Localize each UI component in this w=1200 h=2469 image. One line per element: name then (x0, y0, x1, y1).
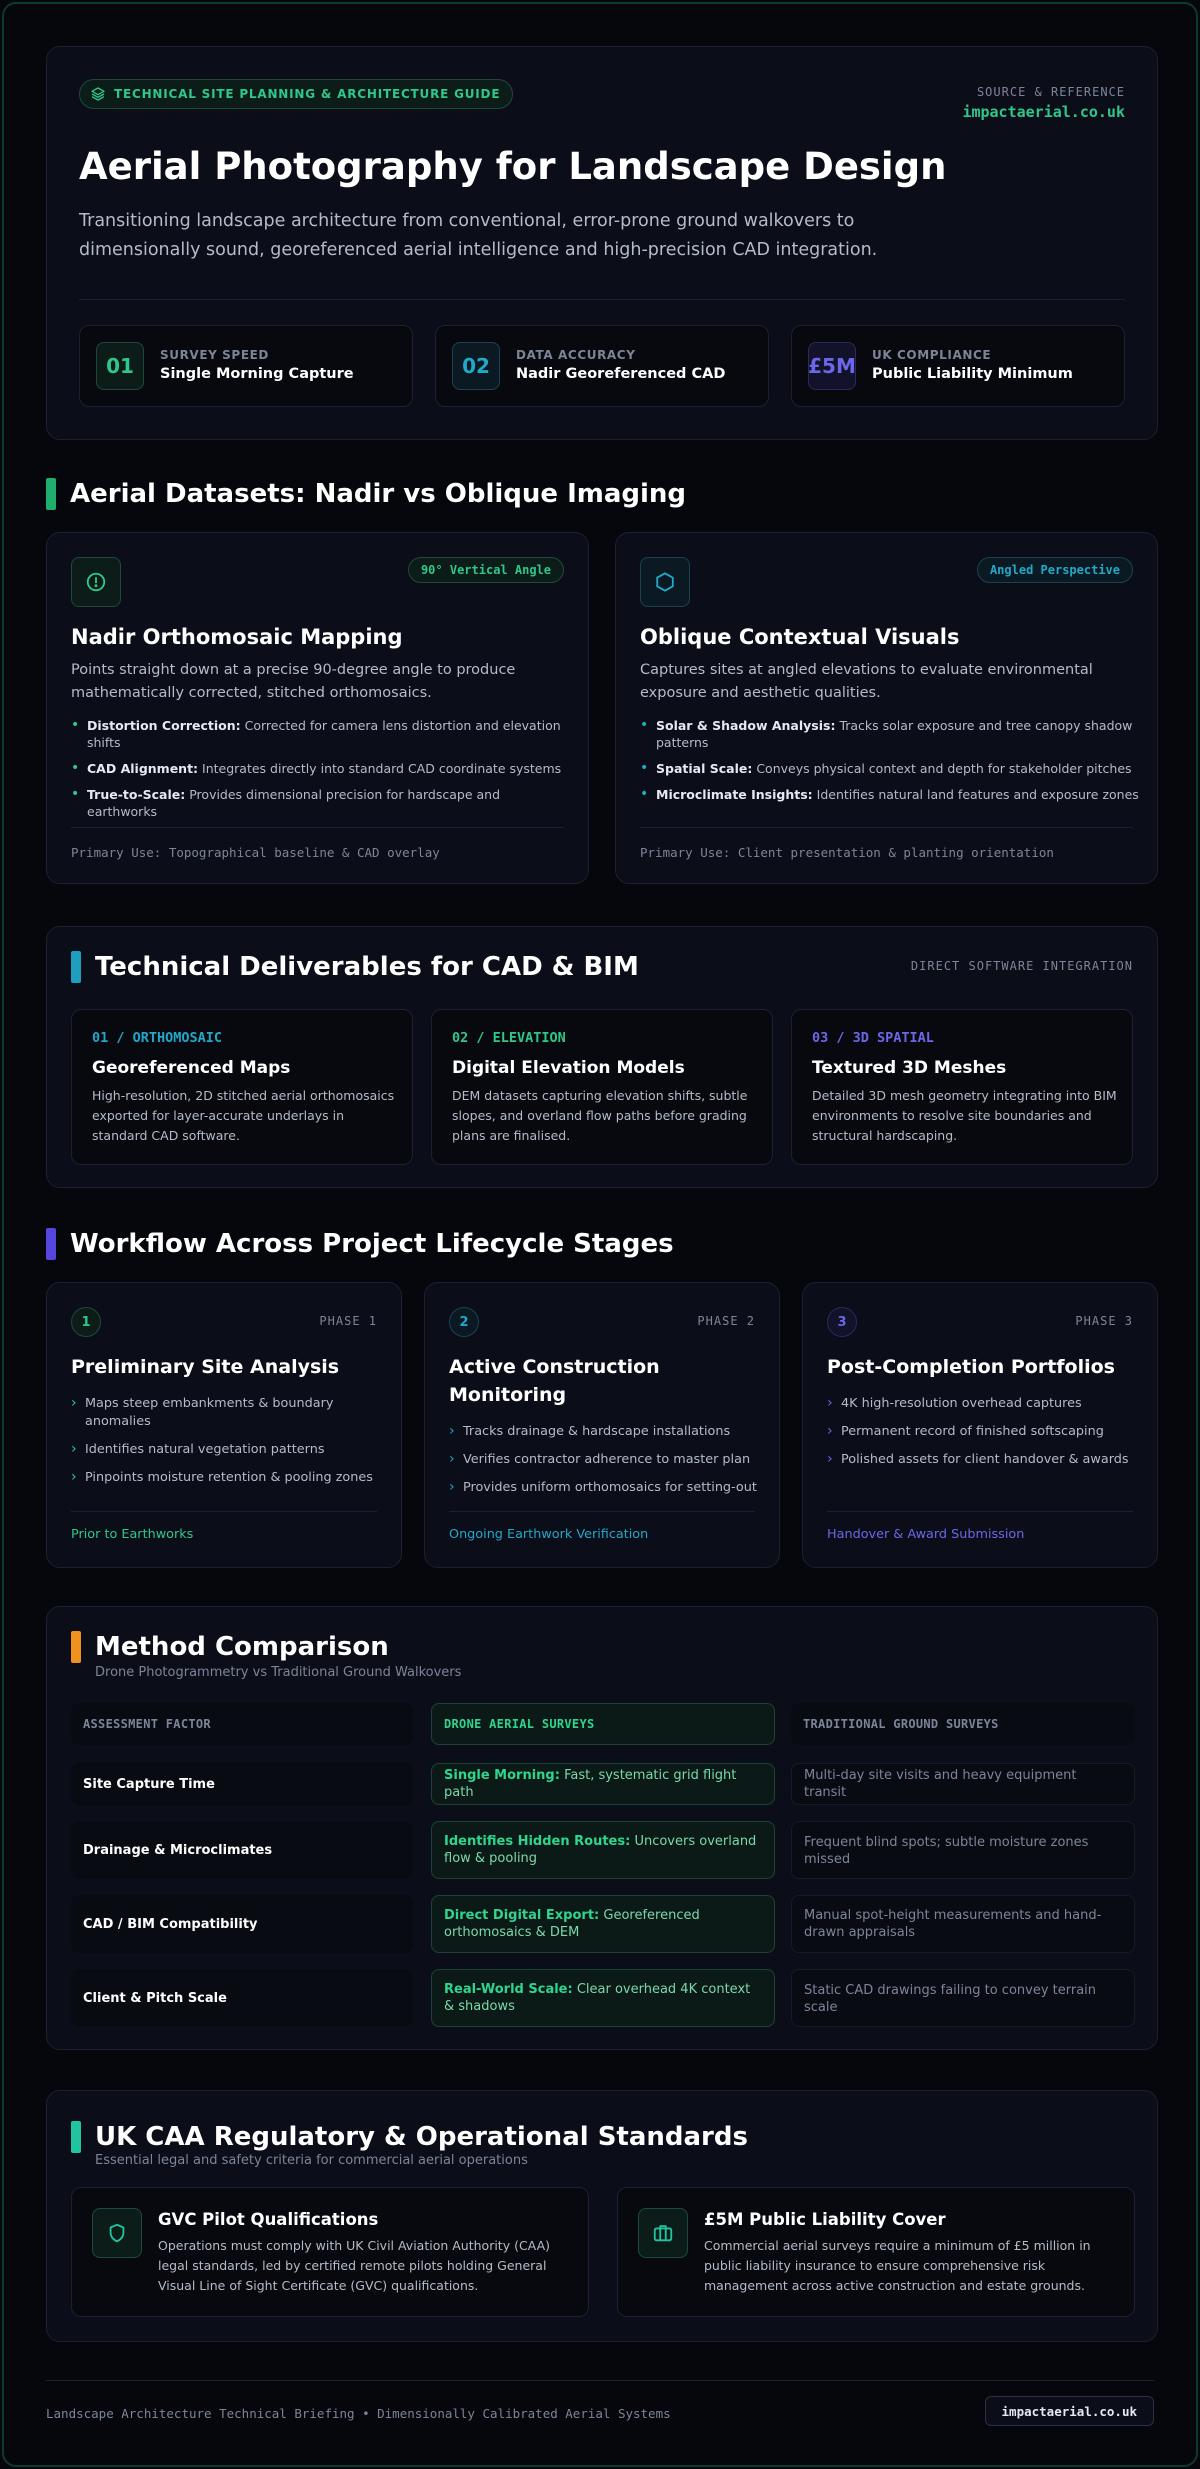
table-row-drone (431, 1969, 775, 2027)
phase-timing: Ongoing Earthwork Verification (449, 1527, 649, 1542)
page-subtitle: Transitioning landscape architecture from conventional, error-prone ground walkovers to dimensionally sound, georeferenced aerial intelligence and high-precision CAD integration. (79, 211, 878, 260)
list-item: › Polished assets for client handover & awards (827, 1451, 1137, 1469)
regulation-title: GVC Pilot Qualifications (158, 2210, 379, 2229)
feature-text: Tracks solar exposure and tree canopy shadow patterns (656, 718, 1133, 750)
briefcase-icon (652, 2222, 674, 2244)
feature-text: Provides dimensional precision for hardscape and earthworks (87, 787, 501, 819)
phase-task-list (827, 1395, 1137, 1479)
column-header-factor: ASSESSMENT FACTOR (71, 1703, 413, 1745)
drone-key: Direct Digital Export: (444, 1908, 600, 1923)
comparison-card (46, 1606, 1158, 2050)
deliverable-kind-label: ELEVATION (492, 1030, 566, 1046)
hero-badge (79, 79, 513, 109)
table-row-factor: Drainage & Microclimates (71, 1821, 413, 1879)
table-row-factor: Client & Pitch Scale (71, 1969, 413, 2027)
section-heading-regulatory (71, 2121, 748, 2153)
deliverable-kind (452, 1030, 566, 1046)
section-heading-comparison (71, 1631, 389, 1663)
deliverable-title: Textured 3D Meshes (812, 1058, 1007, 1078)
regulation-title: £5M Public Liability Cover (704, 2210, 946, 2229)
hero-badge-label: TECHNICAL SITE PLANNING & ARCHITECTURE GUIDE (114, 87, 501, 101)
table-row-traditional: Frequent blind spots; subtle moisture zones missed (791, 1821, 1135, 1879)
regulation-description: Commercial aerial surveys require a minimum of £5 million in public liability insurance to ensure comprehensive risk management across active construction and estate grounds. (704, 2238, 1091, 2293)
phase-number: 2 (449, 1307, 479, 1337)
deliverable-number: 02 / (452, 1030, 493, 1046)
divider (640, 827, 1133, 828)
table-row-traditional: Manual spot-height measurements and hand-drawn appraisals (791, 1895, 1135, 1953)
divider (71, 827, 564, 828)
source-link[interactable]: impactaerial.co.uk (962, 103, 1125, 121)
section-heading-workflow (46, 1228, 674, 1260)
deliverable-kind (92, 1030, 222, 1046)
deliverable-number: 03 / (812, 1030, 853, 1046)
list-item: › Tracks drainage & hardscape installations (449, 1423, 759, 1441)
feature-key: CAD Alignment: (87, 761, 199, 776)
phase-timing: Handover & Award Submission (827, 1527, 1025, 1542)
list-item: › Provides uniform orthomosaics for setting-out (449, 1479, 759, 1497)
phase-title: Preliminary Site Analysis (71, 1356, 340, 1378)
deliverable-kind (812, 1030, 934, 1046)
dataset-card-oblique (615, 532, 1158, 884)
feature-key: Microclimate Insights: (656, 787, 813, 802)
dataset-angle-tag: Angled Perspective (977, 557, 1133, 583)
stat-data-accuracy (435, 325, 769, 407)
dataset-primary-use: Primary Use: Topographical baseline & CAD overlay (71, 845, 440, 860)
drone-key: Real-World Scale: (444, 1982, 573, 1997)
section-heading-datasets (46, 478, 686, 510)
feature-key: Solar & Shadow Analysis: (656, 718, 836, 733)
divider (79, 299, 1125, 300)
dataset-title: Oblique Contextual Visuals (640, 625, 960, 649)
regulatory-card (46, 2090, 1158, 2342)
dataset-primary-use: Primary Use: Client presentation & planting orientation (640, 845, 1054, 860)
deliverable-description: Detailed 3D mesh geometry integrating into BIM environments to resolve site boundaries and structural hardscaping. (812, 1088, 1117, 1143)
column-header-traditional: TRADITIONAL GROUND SURVEYS (791, 1703, 1135, 1745)
dataset-icon-wrap (71, 557, 121, 607)
workflow-phase-3 (802, 1282, 1158, 1568)
list-item (71, 717, 571, 751)
deliverables-card (46, 926, 1158, 1188)
source-label: SOURCE & REFERENCE (976, 85, 1125, 99)
table-row-factor: Site Capture Time (71, 1763, 413, 1805)
phase-label: PHASE 1 (319, 1314, 377, 1328)
section-title: Method Comparison (95, 1632, 389, 1662)
phase-label: PHASE 2 (697, 1314, 755, 1328)
dataset-title: Nadir Orthomosaic Mapping (71, 625, 403, 649)
stat-number: £5M (808, 342, 856, 390)
dataset-feature-list (640, 717, 1140, 812)
stat-number: 02 (452, 342, 500, 390)
deliverable-kind-label: 3D SPATIAL (852, 1030, 934, 1046)
heading-accent (71, 2121, 81, 2153)
regulation-liability (617, 2187, 1135, 2317)
shield-icon (106, 2222, 128, 2244)
phase-title: Active Construction Monitoring (449, 1356, 660, 1406)
deliverable-description: DEM datasets capturing elevation shifts, subtle slopes, and overland flow paths before grading plans are finalised. (452, 1088, 748, 1143)
drone-text: Fast, systematic grid flight path (444, 1768, 737, 1800)
regulation-gvc (71, 2187, 589, 2317)
hexagon-icon (654, 571, 676, 593)
section-title: Workflow Across Project Lifecycle Stages (70, 1229, 674, 1259)
deliverable-3d-spatial (791, 1009, 1133, 1165)
drone-text: Georeferenced orthomosaics & DEM (444, 1908, 700, 1940)
drone-key: Identifies Hidden Routes: (444, 1834, 631, 1849)
heading-accent (46, 478, 56, 510)
section-title: Technical Deliverables for CAD & BIM (95, 952, 639, 982)
divider (827, 1511, 1133, 1512)
table-row-traditional: Multi-day site visits and heavy equipment transit (791, 1763, 1135, 1805)
table-row-factor: CAD / BIM Compatibility (71, 1895, 413, 1953)
deliverable-title: Georeferenced Maps (92, 1058, 291, 1078)
footer-link-button[interactable]: impactaerial.co.uk (985, 2396, 1154, 2426)
section-subtitle: Drone Photogrammetry vs Traditional Ground Walkovers (95, 1665, 462, 1680)
section-title: Aerial Datasets: Nadir vs Oblique Imaging (70, 479, 687, 509)
feature-text: Corrected for camera lens distortion and elevation shifts (87, 718, 561, 750)
stat-label: SURVEY SPEED (160, 348, 269, 362)
stat-number: 01 (96, 342, 144, 390)
list-item (640, 786, 1140, 803)
alert-circle-icon (85, 571, 107, 593)
deliverables-integration-label: DIRECT SOFTWARE INTEGRATION (910, 959, 1133, 973)
list-item (71, 786, 571, 820)
deliverable-elevation (431, 1009, 773, 1165)
deliverable-orthomosaic (71, 1009, 413, 1165)
section-title: UK CAA Regulatory & Operational Standards (95, 2122, 748, 2152)
divider (449, 1511, 755, 1512)
deliverable-description: High-resolution, 2D stitched aerial orthomosaics exported for layer-accurate underlays in standard CAD software. (92, 1088, 395, 1143)
phase-label: PHASE 3 (1075, 1314, 1133, 1328)
phase-title: Post-Completion Portfolios (827, 1356, 1115, 1378)
workflow-phase-2 (424, 1282, 780, 1568)
stat-label: DATA ACCURACY (516, 348, 636, 362)
phase-number: 3 (827, 1307, 857, 1337)
table-row-drone (431, 1821, 775, 1879)
list-item (640, 717, 1140, 751)
feature-text: Identifies natural land features and exposure zones (816, 787, 1139, 802)
dataset-angle-tag: 90° Vertical Angle (408, 557, 564, 583)
feature-text: Conveys physical context and depth for stakeholder pitches (756, 761, 1132, 776)
section-subtitle: Essential legal and safety criteria for commercial aerial operations (95, 2153, 528, 2168)
list-item (640, 760, 1140, 777)
deliverable-kind-label: ORTHOMOSAIC (132, 1030, 223, 1046)
dataset-feature-list (71, 717, 571, 829)
footer-text: Landscape Architecture Technical Briefing • Dimensionally Calibrated Aerial Systems (46, 2406, 671, 2421)
deliverable-number: 01 / (92, 1030, 133, 1046)
list-item: › Pinpoints moisture retention & pooling zones (71, 1469, 381, 1487)
deliverable-title: Digital Elevation Models (452, 1058, 685, 1078)
page-frame (2, 2, 1198, 2467)
regulation-icon-wrap (638, 2208, 688, 2258)
dataset-description: Captures sites at angled elevations to evaluate environmental exposure and aesthetic qualities. (640, 662, 1093, 701)
feature-key: Spatial Scale: (656, 761, 753, 776)
heading-accent (71, 1631, 81, 1663)
list-item: › Verifies contractor adherence to master plan (449, 1451, 759, 1469)
stat-uk-compliance (791, 325, 1125, 407)
dataset-description: Points straight down at a precise 90-degree angle to produce mathematically corrected, stitched orthomosaics. (71, 662, 516, 701)
dataset-icon-wrap (640, 557, 690, 607)
heading-accent (71, 951, 81, 983)
section-heading-deliverables (71, 951, 639, 983)
stat-label: UK COMPLIANCE (872, 348, 992, 362)
phase-task-list (449, 1423, 759, 1507)
stat-value: Public Liability Minimum (872, 366, 1073, 382)
table-row-drone (431, 1763, 775, 1805)
drone-key: Single Morning: (444, 1768, 560, 1783)
stat-value: Nadir Georeferenced CAD (516, 366, 726, 382)
table-row-drone (431, 1895, 775, 1953)
feature-key: True-to-Scale: (87, 787, 186, 802)
layers-icon (90, 86, 106, 102)
column-header-drone: DRONE AERIAL SURVEYS (431, 1703, 775, 1745)
list-item (71, 760, 571, 777)
heading-accent (46, 1228, 56, 1260)
list-item: › Permanent record of finished softscaping (827, 1423, 1137, 1441)
table-row-traditional: Static CAD drawings failing to convey terrain scale (791, 1969, 1135, 2027)
list-item: › 4K high-resolution overhead captures (827, 1395, 1137, 1413)
dataset-card-nadir (46, 532, 589, 884)
stat-survey-speed (79, 325, 413, 407)
stat-value: Single Morning Capture (160, 366, 354, 382)
hero-card (46, 46, 1158, 440)
page-title: Aerial Photography for Landscape Design (79, 145, 947, 188)
regulation-icon-wrap (92, 2208, 142, 2258)
footer-divider (46, 2380, 1154, 2381)
list-item: › Maps steep embankments & boundary anomalies (71, 1395, 381, 1431)
phase-timing: Prior to Earthworks (71, 1527, 194, 1542)
divider (71, 1511, 377, 1512)
feature-text: Integrates directly into standard CAD coordinate systems (202, 761, 562, 776)
phase-number: 1 (71, 1307, 101, 1337)
regulation-description: Operations must comply with UK Civil Aviation Authority (CAA) legal standards, led by certified remote pilots holding General Visual Line of Sight Certificate (GVC) qualifications. (158, 2238, 551, 2293)
list-item: › Identifies natural vegetation patterns (71, 1441, 381, 1459)
workflow-phase-1 (46, 1282, 402, 1568)
feature-key: Distortion Correction: (87, 718, 241, 733)
drone-text: Uncovers overland flow & pooling (444, 1834, 757, 1866)
phase-task-list (71, 1395, 381, 1497)
drone-text: Clear overhead 4K context & shadows (444, 1982, 751, 2014)
source-reference (962, 85, 1125, 121)
